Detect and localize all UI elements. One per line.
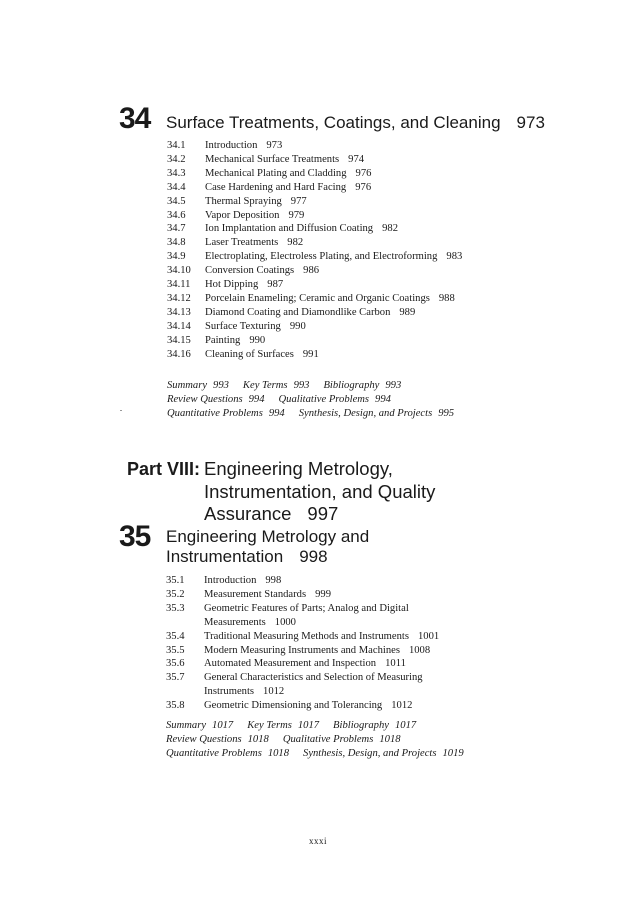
backmatter-item xyxy=(166,720,233,731)
section-title: Electroplating, Electroless Plating, and Electroforming xyxy=(205,251,438,263)
backmatter-page: 1018 xyxy=(379,733,401,745)
toc-entry xyxy=(166,630,466,644)
backmatter-page: 994 xyxy=(248,393,265,405)
toc-entry xyxy=(167,167,507,181)
section-page: 999 xyxy=(315,588,331,600)
section-number: 35.6 xyxy=(166,658,185,670)
section-title-wrap xyxy=(205,209,304,223)
section-title-wrap xyxy=(205,222,398,236)
backmatter-item xyxy=(323,380,401,391)
part-8-title xyxy=(204,458,464,526)
chapter-35-page: 998 xyxy=(299,547,328,566)
backmatter-line xyxy=(166,719,478,733)
section-title: Thermal Spraying xyxy=(205,195,282,207)
toc-entry xyxy=(167,348,507,362)
backmatter-item xyxy=(247,720,319,731)
backmatter-label: Synthesis, Design, and Projects xyxy=(303,747,437,759)
backmatter-item xyxy=(299,408,454,419)
section-number: 35.1 xyxy=(166,575,185,586)
backmatter-line xyxy=(166,733,478,747)
section-title-wrap xyxy=(205,292,455,306)
section-title-wrap xyxy=(205,264,319,278)
part-8-label: Part VIII: xyxy=(127,459,201,479)
section-page: 991 xyxy=(302,348,319,360)
backmatter-label: Review Questions xyxy=(166,733,242,745)
section-page: 1000 xyxy=(274,616,296,628)
section-number: 34.5 xyxy=(167,195,186,207)
section-page: 988 xyxy=(438,292,455,304)
backmatter-item xyxy=(303,748,464,759)
section-title: Mechanical Plating and Cladding xyxy=(205,167,347,179)
toc-entry xyxy=(167,278,507,292)
backmatter-page: 994 xyxy=(268,407,285,419)
backmatter-item xyxy=(167,380,229,391)
section-number: 35.8 xyxy=(166,700,185,712)
section-title-wrap xyxy=(205,334,265,348)
backmatter-page: 995 xyxy=(438,407,455,419)
section-page: 1001 xyxy=(418,630,440,642)
section-title-wrap xyxy=(205,348,319,362)
backmatter-page: 994 xyxy=(375,393,391,405)
section-title-wrap xyxy=(204,699,412,713)
backmatter-label: Summary xyxy=(167,380,208,391)
chapter-34-section-list xyxy=(167,139,507,362)
section-number: 34.14 xyxy=(167,320,191,332)
section-title-wrap xyxy=(204,574,281,588)
backmatter-page: 1017 xyxy=(212,720,234,731)
backmatter-label: Summary xyxy=(166,720,207,731)
chapter-35-title xyxy=(166,527,369,567)
toc-entry xyxy=(166,644,466,658)
section-title: Measurement Standards xyxy=(204,588,307,600)
page-number: xxxi xyxy=(308,836,327,846)
toc-entry xyxy=(167,209,507,223)
toc-entry xyxy=(166,699,466,713)
section-title-wrap xyxy=(205,195,307,209)
section-title-wrap xyxy=(204,630,439,644)
section-number: 34.11 xyxy=(167,279,191,291)
backmatter-page: 1018 xyxy=(267,747,290,759)
section-title: Vapor Deposition xyxy=(205,209,280,221)
section-page: 976 xyxy=(355,181,372,193)
section-page: 974 xyxy=(348,153,365,165)
backmatter-item xyxy=(167,394,265,405)
section-page: 989 xyxy=(399,306,416,318)
section-title: Ion Implantation and Diffusion Coating xyxy=(205,223,374,235)
section-number: 34.8 xyxy=(167,237,186,249)
section-page: 998 xyxy=(265,575,282,586)
section-title-wrap xyxy=(205,236,303,250)
section-title: Modern Measuring Instruments and Machines xyxy=(204,644,400,656)
toc-entry xyxy=(166,657,466,671)
backmatter-item xyxy=(283,734,401,745)
section-number: 34.10 xyxy=(167,265,191,277)
backmatter-page: 993 xyxy=(213,380,229,391)
section-page: 973 xyxy=(266,140,283,151)
section-page: 982 xyxy=(382,223,398,235)
backmatter-page: 993 xyxy=(293,380,310,391)
section-title: Automated Measurement and Inspection xyxy=(204,658,377,670)
section-number: 34.12 xyxy=(167,292,191,304)
section-page: 1012 xyxy=(263,686,285,698)
section-title-wrap xyxy=(205,306,415,320)
section-title-wrap xyxy=(205,320,306,334)
backmatter-page: 1017 xyxy=(394,720,417,731)
section-page: 1012 xyxy=(391,700,413,712)
section-title-wrap xyxy=(204,657,406,671)
section-title-wrap xyxy=(205,250,462,264)
chapter-35-section-list xyxy=(166,574,466,713)
section-title: Painting xyxy=(205,334,241,346)
backmatter-label: Qualitative Problems xyxy=(282,733,374,745)
backmatter-page: 993 xyxy=(385,380,402,391)
section-title-wrap xyxy=(204,644,430,658)
toc-entry xyxy=(167,264,507,278)
section-number: 35.4 xyxy=(166,630,185,642)
section-title-wrap xyxy=(205,278,283,292)
toc-entry xyxy=(167,181,507,195)
toc-entry xyxy=(167,250,507,264)
section-page: 979 xyxy=(288,209,305,221)
toc-entry xyxy=(166,602,466,630)
chapter-34-backmatter xyxy=(167,379,468,421)
section-title-wrap xyxy=(205,153,364,167)
section-title: Mechanical Surface Treatments xyxy=(205,153,340,165)
toc-entry xyxy=(167,320,507,334)
section-number: 34.3 xyxy=(167,167,186,179)
backmatter-line xyxy=(167,379,468,393)
section-number: 34.2 xyxy=(167,153,186,165)
toc-entry xyxy=(167,334,507,348)
backmatter-label: Bibliography xyxy=(333,720,389,731)
section-title: Porcelain Enameling; Ceramic and Organic Coatings xyxy=(205,292,430,304)
section-number: 34.7 xyxy=(167,223,186,235)
backmatter-label: Key Terms xyxy=(247,720,292,731)
backmatter-line xyxy=(166,747,478,761)
section-title-wrap xyxy=(205,167,371,181)
toc-entry xyxy=(167,153,507,167)
section-page: 982 xyxy=(287,237,304,249)
toc-entry xyxy=(167,222,507,236)
scan-mark xyxy=(120,410,122,411)
section-number: 35.7 xyxy=(166,672,185,684)
toc-entry xyxy=(166,588,466,602)
section-title: Traditional Measuring Methods and Instruments xyxy=(204,630,409,642)
backmatter-label: Quantitative Problems xyxy=(166,747,262,759)
backmatter-item xyxy=(167,408,285,419)
chapter-34-title xyxy=(166,113,545,133)
section-title: Diamond Coating and Diamondlike Carbon xyxy=(205,306,391,318)
section-title: Laser Treatments xyxy=(205,237,279,249)
section-title-wrap xyxy=(205,181,371,195)
backmatter-item xyxy=(279,394,391,405)
section-page: 977 xyxy=(290,195,307,207)
section-title: Geometric Dimensioning and Tolerancing xyxy=(204,700,383,712)
section-page: 1008 xyxy=(408,644,431,656)
backmatter-line xyxy=(167,393,468,407)
part-8-page: 997 xyxy=(307,503,339,524)
chapter-34-number: 34 xyxy=(119,102,151,135)
backmatter-label: Review Questions xyxy=(167,393,243,405)
section-page: 983 xyxy=(446,251,463,263)
toc-entry xyxy=(167,195,507,209)
section-title: Cleaning of Surfaces xyxy=(205,348,294,360)
section-number: 35.5 xyxy=(166,644,185,656)
section-title: Case Hardening and Hard Facing xyxy=(205,181,347,193)
section-title-wrap xyxy=(204,588,331,602)
part-8-title-text: Engineering Metrology, Instrumentation, and Quality Assurance xyxy=(204,458,436,524)
backmatter-label: Quantitative Problems xyxy=(167,407,263,419)
toc-entry xyxy=(167,139,507,153)
backmatter-label: Bibliography xyxy=(323,380,380,391)
toc-entry xyxy=(166,671,466,699)
backmatter-item xyxy=(166,734,269,745)
section-page: 986 xyxy=(303,265,320,277)
chapter-35-number: 35 xyxy=(119,520,151,553)
backmatter-line xyxy=(167,407,468,421)
backmatter-page: 1019 xyxy=(442,747,464,759)
toc-entry xyxy=(167,292,507,306)
section-title: Introduction xyxy=(205,140,258,151)
section-number: 34.6 xyxy=(167,209,186,221)
toc-entry xyxy=(166,574,466,588)
section-title-wrap xyxy=(204,602,466,630)
section-number: 34.16 xyxy=(167,348,191,360)
section-title-wrap xyxy=(204,671,466,699)
section-number: 34.13 xyxy=(167,306,191,318)
toc-entry xyxy=(167,306,507,320)
chapter-35-title-line2: Instrumentation xyxy=(166,547,284,566)
chapter-34-title-text: Surface Treatments, Coatings, and Cleaning xyxy=(166,113,501,132)
backmatter-label: Synthesis, Design, and Projects xyxy=(298,407,433,419)
section-title: Surface Texturing xyxy=(205,320,281,332)
section-number: 34.1 xyxy=(167,140,186,151)
chapter-35-backmatter xyxy=(166,719,478,761)
backmatter-item xyxy=(243,380,310,391)
backmatter-label: Qualitative Problems xyxy=(278,393,370,405)
section-page: 990 xyxy=(289,320,306,332)
section-page: 990 xyxy=(249,334,266,346)
backmatter-item xyxy=(333,720,416,731)
section-title: Geometric Features of Parts; Analog and Digital Measurements xyxy=(204,602,409,628)
section-title-wrap xyxy=(205,139,282,153)
backmatter-page: 1017 xyxy=(297,720,320,731)
chapter-35-title-line1: Engineering Metrology and xyxy=(166,527,370,546)
backmatter-item xyxy=(166,748,289,759)
section-page: 1011 xyxy=(385,658,406,670)
section-number: 34.4 xyxy=(167,181,186,193)
chapter-34-page: 973 xyxy=(516,113,545,132)
section-title: General Characteristics and Selection of Measuring Instruments xyxy=(204,672,423,698)
section-title: Conversion Coatings xyxy=(205,265,295,277)
backmatter-page: 1018 xyxy=(247,733,269,745)
section-number: 35.3 xyxy=(166,602,185,614)
toc-entry xyxy=(167,236,507,250)
section-number: 34.9 xyxy=(167,251,186,263)
section-title: Hot Dipping xyxy=(205,279,259,291)
section-title: Introduction xyxy=(204,575,257,586)
section-page: 976 xyxy=(355,167,372,179)
section-number: 35.2 xyxy=(166,588,185,600)
section-number: 34.15 xyxy=(167,334,191,346)
backmatter-label: Key Terms xyxy=(242,380,288,391)
section-page: 987 xyxy=(267,279,284,291)
